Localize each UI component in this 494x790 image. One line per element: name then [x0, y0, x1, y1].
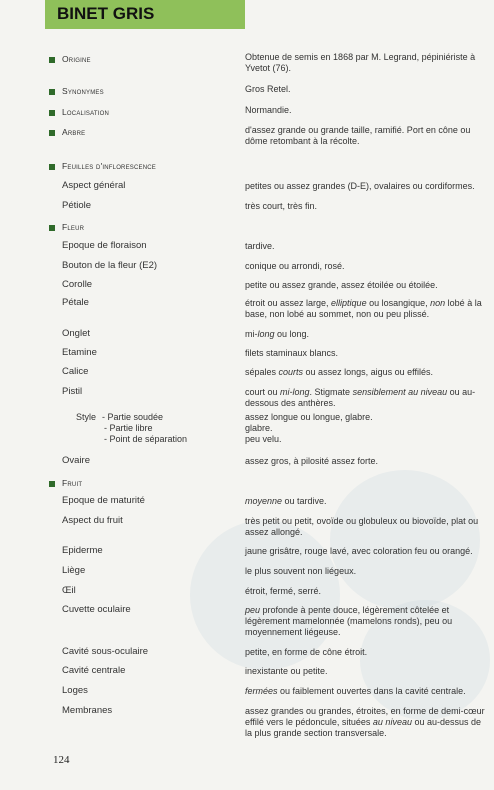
field-value-pistil: court ou mi-long. Stigmate sensiblement au niveau ou au-dessous des anthères.: [245, 387, 476, 408]
field-label-petale: Pétale: [62, 297, 89, 308]
page-title: BINET GRIS: [57, 4, 155, 23]
section-marker-icon: [49, 110, 55, 116]
style-sublabel-partie-libre: - Partie libre: [104, 423, 153, 433]
field-label-aspect-du-fruit: Aspect du fruit: [62, 515, 123, 526]
field-value-loges: fermées ou faiblement ouvertes dans la cavité centrale.: [245, 686, 466, 696]
field-label-calice: Calice: [62, 366, 89, 377]
field-value-petiole: très court, très fin.: [245, 201, 318, 211]
style-value-point-de-separation: peu velu.: [245, 434, 282, 444]
field-value-corolle: petite ou assez grande, assez étoilée ou étoilée.: [245, 280, 438, 290]
field-value-liege: le plus souvent non liégeux.: [245, 566, 357, 576]
field-label-membranes: Membranes: [62, 705, 113, 716]
field-label-epiderme: Epiderme: [62, 545, 103, 556]
field-value-cavite-sous-oculaire: petite, en forme de cône étroit.: [245, 647, 368, 657]
section-heading-localisation: Localisation: [62, 107, 110, 117]
field-label-epoque-de-maturite: Epoque de maturité: [62, 495, 145, 506]
field-value-petale: étroit ou assez large, elliptique ou losangique, non lobé à la base, non lobé au sommet, non ou peu plissé.: [245, 298, 482, 319]
section-marker-icon: [49, 130, 55, 136]
field-value-synonymes: Gros Retel.: [245, 84, 291, 94]
field-label-oeil: Œil: [62, 585, 76, 596]
field-label-cavite-centrale: Cavité centrale: [62, 665, 126, 676]
page-number: 124: [53, 754, 70, 766]
field-value-epoque-de-maturite: moyenne ou tardive.: [245, 496, 327, 506]
section-marker-icon: [49, 89, 55, 95]
field-value-origine: Obtenue de semis en 1868 par M. Legrand, pépiniériste à Yvetot (76).: [245, 52, 476, 73]
field-value-calice: sépales courts ou assez longs, aigus ou effilés.: [245, 367, 433, 377]
field-label-ovaire: Ovaire: [62, 455, 90, 466]
field-label-loges: Loges: [62, 685, 88, 696]
field-value-etamine: filets staminaux blancs.: [245, 348, 339, 358]
field-value-ovaire: assez gros, à pilosité assez forte.: [245, 456, 379, 466]
style-sublabel-point-de-separation: - Point de séparation: [104, 434, 188, 444]
field-label-corolle: Corolle: [62, 279, 93, 290]
field-value-oeil: étroit, fermé, serré.: [245, 586, 322, 596]
section-heading-arbre: Arbre: [62, 127, 86, 137]
field-label-onglet: Onglet: [62, 328, 90, 339]
style-value-partie-libre: glabre.: [245, 423, 273, 433]
section-heading-origine: Origine: [62, 54, 91, 64]
section-marker-icon: [49, 57, 55, 63]
title-banner: [45, 0, 245, 29]
field-value-cavite-centrale: inexistante ou petite.: [245, 666, 328, 676]
section-heading-fleur: Fleur: [62, 222, 85, 232]
field-value-aspect-du-fruit: très petit ou petit, ovoïde ou globuleux ou biovoïde, plat ou assez allongé.: [245, 516, 479, 537]
field-label-epoque-de-floraison: Epoque de floraison: [62, 240, 147, 251]
field-value-localisation: Normandie.: [245, 105, 292, 115]
field-label-etamine: Etamine: [62, 347, 97, 358]
field-label-style: Style: [76, 412, 97, 422]
section-marker-icon: [49, 225, 55, 231]
field-label-petiole: Pétiole: [62, 200, 92, 211]
field-label-cuvette-oculaire: Cuvette oculaire: [62, 604, 131, 615]
style-value-partie-soudee: assez longue ou longue, glabre.: [245, 412, 373, 422]
section-heading-fruit: Fruit: [62, 478, 83, 488]
field-value-membranes: assez grandes ou grandes, étroites, en forme de demi-cœur effilé vers le pédoncule, situées au niveau ou au-dessus de la plus grande section transversale.: [245, 706, 485, 738]
field-label-liege: Liège: [62, 565, 86, 576]
field-value-epoque-de-floraison: tardive.: [245, 241, 275, 251]
field-label-pistil: Pistil: [62, 386, 83, 397]
field-value-epiderme: jaune grisâtre, rouge lavé, avec coloration feu ou orangé.: [245, 546, 473, 556]
field-label-cavite-sous-oculaire: Cavité sous-oculaire: [62, 646, 149, 657]
field-value-arbre: d'assez grande ou grande taille, ramifié. Port en cône ou dôme retombant à la récolte.: [245, 125, 471, 146]
field-value-bouton-de-la-fleur-e2: conique ou arrondi, rosé.: [245, 261, 345, 271]
field-value-aspect-general: petites ou assez grandes (D-E), ovalaires ou cordiformes.: [245, 181, 475, 191]
field-label-aspect-general: Aspect général: [62, 180, 126, 191]
style-sublabel-partie-soudee: - Partie soudée: [102, 412, 164, 422]
section-marker-icon: [49, 164, 55, 170]
section-heading-synonymes: Synonymes: [62, 86, 104, 96]
field-value-onglet: mi-long ou long.: [245, 329, 310, 339]
field-label-bouton-de-la-fleur-e2: Bouton de la fleur (E2): [62, 260, 158, 271]
field-value-cuvette-oculaire: peu profonde à pente douce, légèrement côtelée et légèrement mamelonnée (mamelons ronds), peu ou moyennement liégeuse.: [245, 605, 453, 637]
section-heading-feuilles-d-inflorescence: Feuilles d'inflorescence: [62, 161, 156, 171]
section-marker-icon: [49, 481, 55, 487]
